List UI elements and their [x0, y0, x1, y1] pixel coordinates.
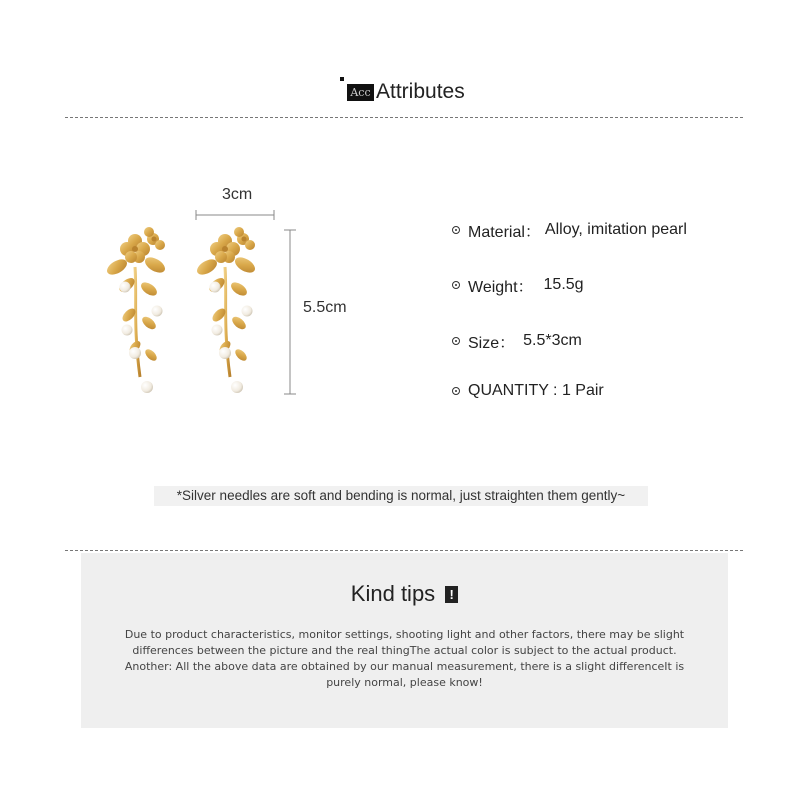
- header-dot: [340, 77, 344, 81]
- header-badge: Acc: [347, 84, 374, 101]
- top-divider: [65, 117, 743, 118]
- tips-heading: [81, 581, 728, 607]
- width-label: 3cm: [222, 186, 253, 203]
- attribute-value: 15.5g: [543, 276, 584, 293]
- attribute-value: 5.5*3cm: [523, 332, 582, 349]
- attribute-key: QUANTITY : 1 Pair: [468, 382, 604, 399]
- bullet-icon: [452, 337, 460, 345]
- bullet-icon: [452, 281, 460, 289]
- kind-tips-panel: [81, 553, 728, 728]
- bottom-divider: [65, 550, 743, 551]
- bullet-icon: [452, 226, 460, 234]
- care-note: *Silver needles are soft and bending is normal, just straighten them gently~: [154, 486, 648, 506]
- width-dimension-line: [195, 210, 275, 220]
- attribute-key: Weight：: [468, 278, 534, 296]
- earrings-image: [100, 225, 300, 400]
- height-dimension-line: [283, 229, 297, 395]
- height-label: 5.5cm: [303, 299, 347, 316]
- section-title: Attributes: [376, 80, 465, 103]
- tips-title: Kind tips: [350, 581, 436, 606]
- attribute-material: [452, 219, 687, 241]
- exclamation-icon: !: [445, 586, 458, 603]
- attribute-quantity: [452, 380, 604, 402]
- attribute-value: Alloy, imitation pearl: [544, 221, 687, 238]
- bullet-icon: [452, 387, 460, 395]
- tips-body: Due to product characteristics, monitor settings, shooting light and other factors, there may be slight differences between the picture and the real thingThe actual color is subject to the actual product. Another: All the above data are obtained by our manual measurement, there is a slight differenceIt is purely normal, please know!: [124, 628, 685, 689]
- attribute-key: Size：: [468, 334, 516, 352]
- attribute-size: [452, 330, 582, 352]
- attribute-weight: [452, 274, 584, 296]
- attribute-key: Material：: [468, 223, 541, 241]
